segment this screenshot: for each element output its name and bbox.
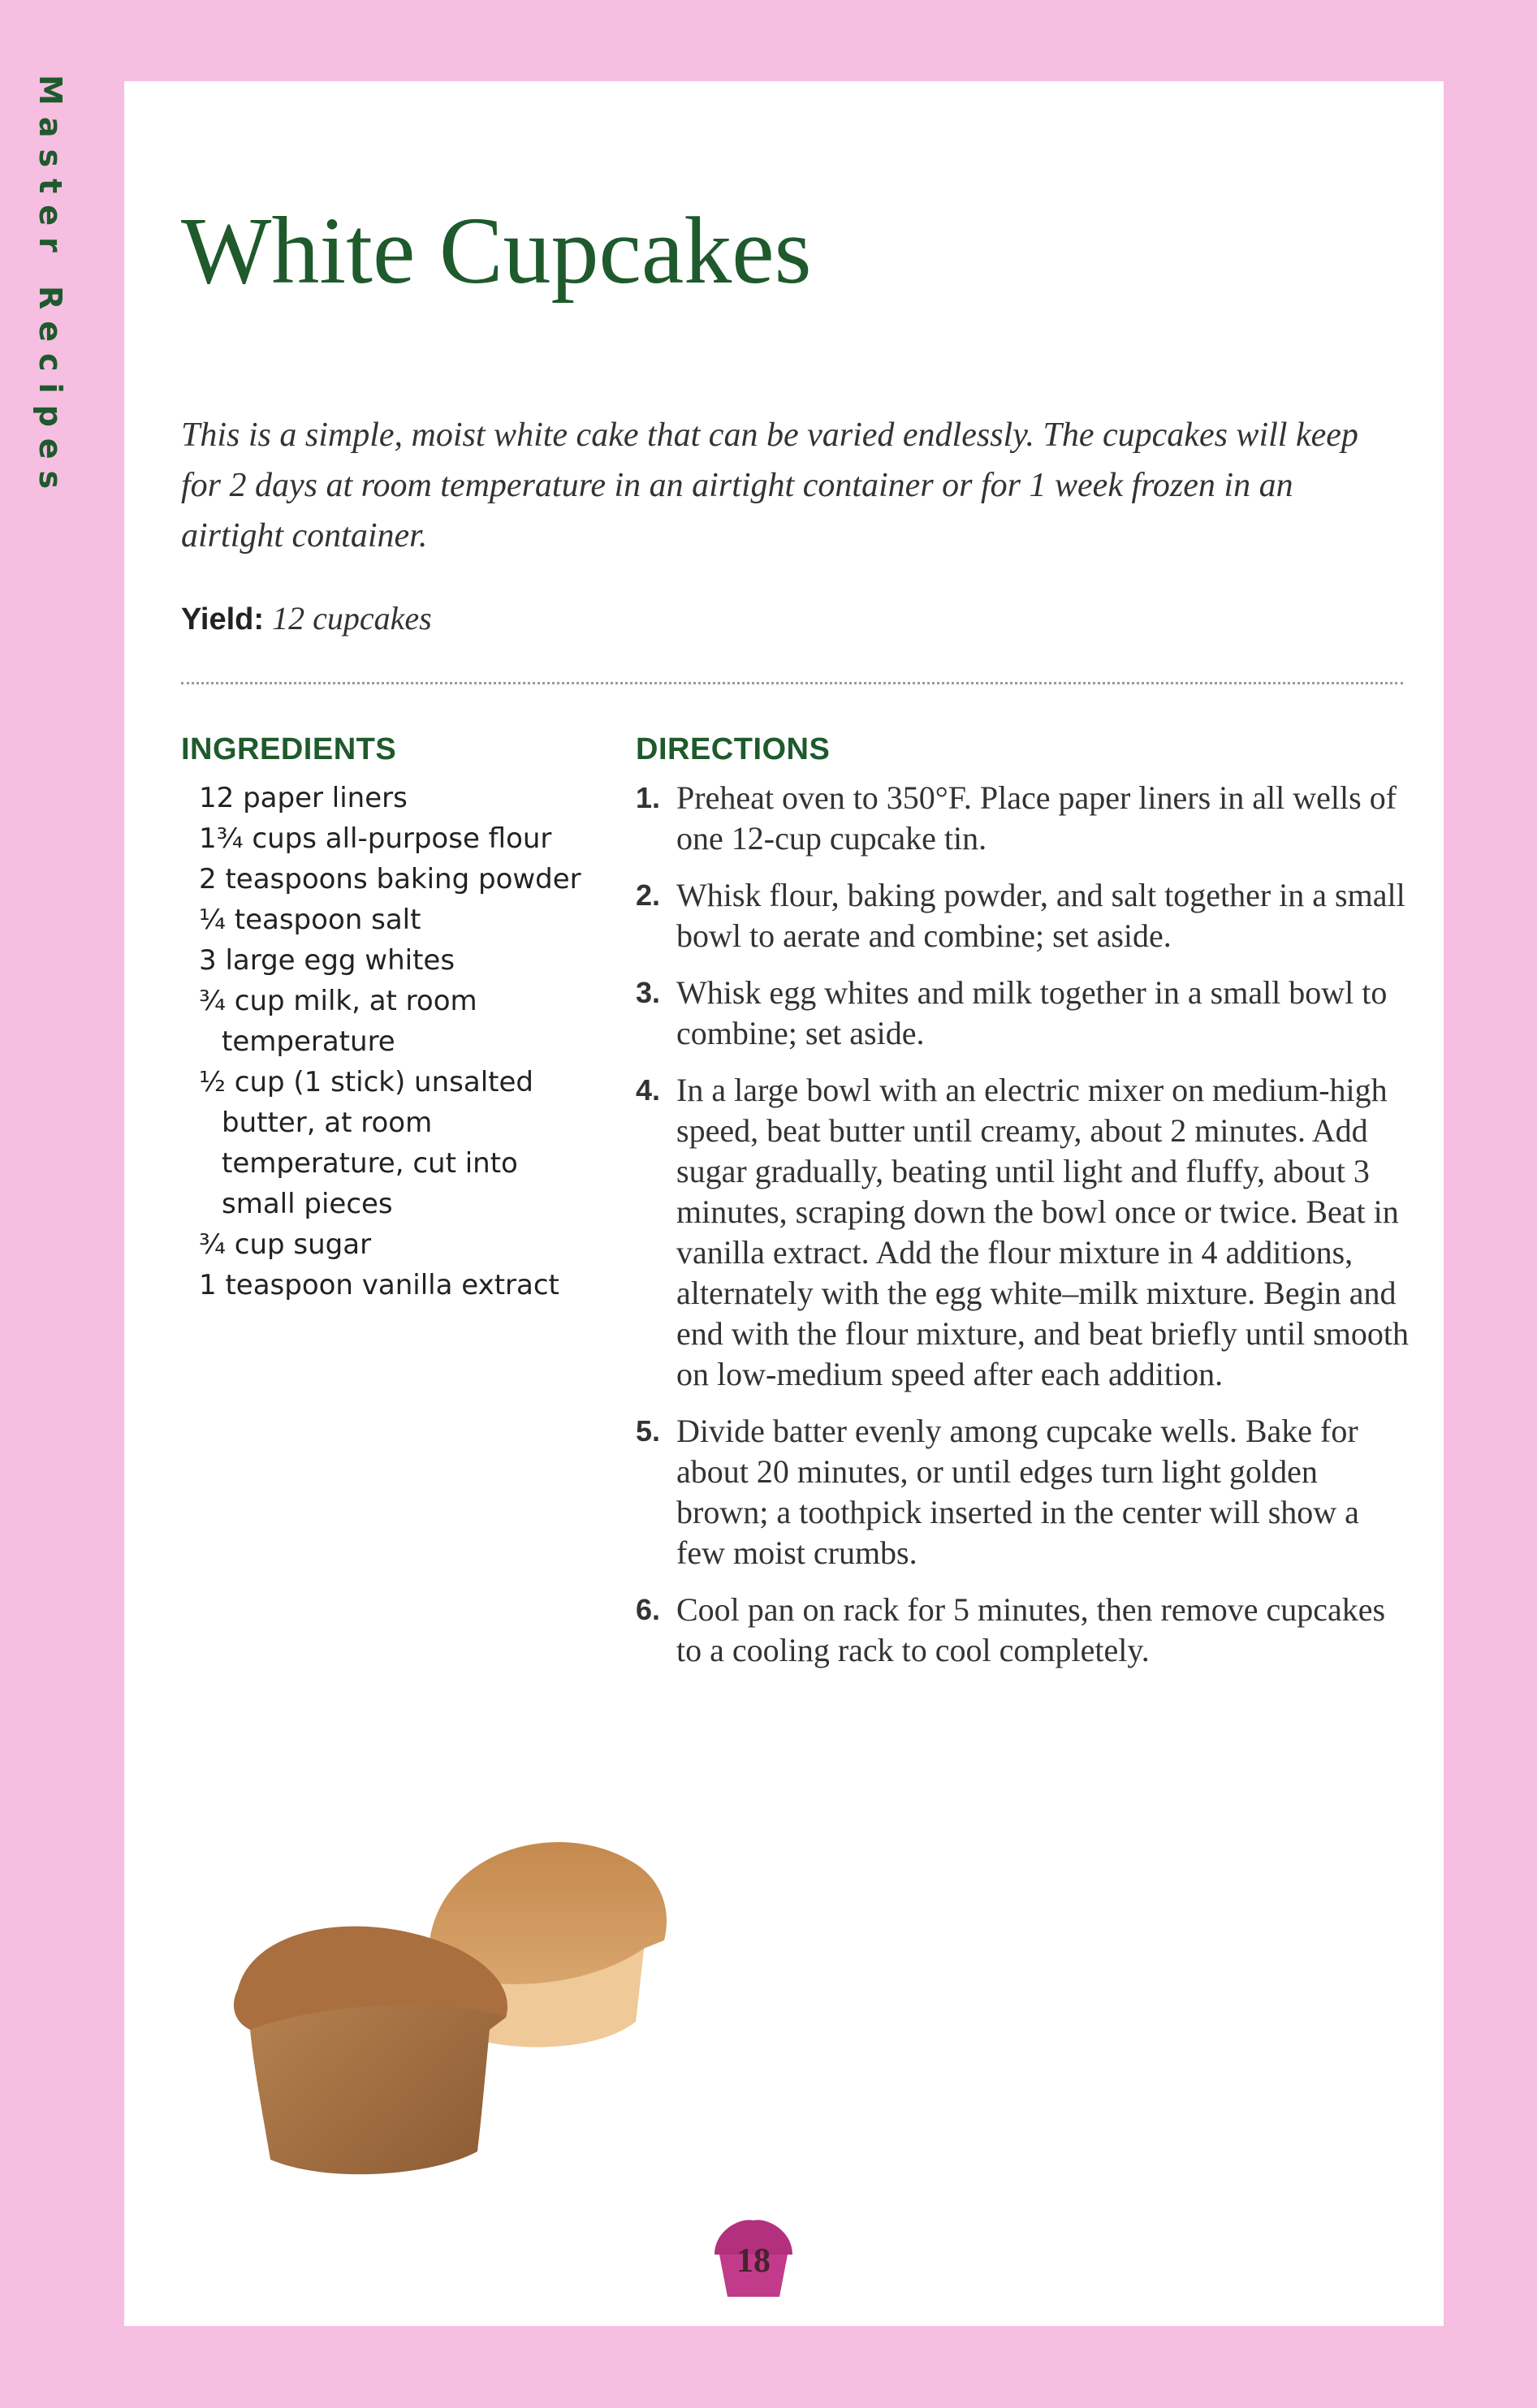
recipe-title: White Cupcakes: [181, 197, 812, 304]
ingredient-item: 3 large egg whites: [199, 944, 455, 977]
section-label: [34, 75, 67, 529]
recipe-intro: This is a simple, moist white cake that can be varied endlessly. The cupcakes will keep for 2 days at room temperature in an airtight container or for 1 week frozen in an airtight container.: [181, 416, 1358, 555]
step-number: 6.: [636, 1593, 661, 1626]
ingredient-item: 2 teaspoons baking powder: [199, 863, 581, 895]
direction-step: [636, 1590, 1415, 1671]
ingredients-list: [199, 778, 597, 1305]
ingredient-item: 1 teaspoon vanilla extract: [199, 1269, 559, 1301]
step-number: 4.: [636, 1073, 661, 1107]
step-text: Preheat oven to 350°F. Place paper liners in all wells of one 12-cup cupcake tin.: [676, 779, 1397, 857]
directions-list: [636, 778, 1415, 1687]
yield-label: Yield:: [181, 602, 265, 637]
section-label-text: Master Recipes: [32, 75, 68, 501]
step-text: In a large bowl with an electric mixer on medium-high speed, beat butter until creamy, about 2 minutes. Add sugar gradually, beating until light and fluffy, about 3 minutes, scraping down the bowl once or twice. Beat in vanilla extract. Add the flour mixture in 4 additions, alternately with the egg white–milk mixture. Begin and end with the flour mixture, and beat briefly until smooth on low-medium speed after each addition.: [676, 1072, 1410, 1392]
ingredients-heading: INGREDIENTS: [181, 732, 397, 766]
step-number: 3.: [636, 976, 661, 1009]
step-text: Whisk flour, baking powder, and salt together in a small bowl to aerate and combine; set aside.: [676, 877, 1405, 954]
recipe-yield: [181, 599, 432, 637]
step-number: 5.: [636, 1414, 661, 1448]
yield-value: 12 cupcakes: [272, 600, 432, 637]
ingredient-item: ½ cup (1 stick) unsalted butter, at room temperature, cut into small pieces: [199, 1066, 533, 1220]
direction-step: [636, 778, 1415, 859]
page-number: 18: [736, 2242, 771, 2280]
step-number: 1.: [636, 781, 661, 814]
step-number: 2.: [636, 878, 661, 912]
recipe-page: [124, 81, 1444, 2326]
direction-step: [636, 875, 1415, 956]
halved-cupcake: [234, 1927, 507, 2174]
step-text: Divide batter evenly among cupcake wells. Bake for about 20 minutes, or until edges turn light golden brown; a toothpick inserted in the center will show a few moist crumbs.: [676, 1413, 1359, 1571]
cupcakes-photo: [205, 1827, 709, 2208]
directions-heading: DIRECTIONS: [636, 732, 831, 766]
ingredient-item: ¼ teaspoon salt: [199, 904, 421, 936]
direction-step: [636, 1411, 1415, 1573]
page-number-badge: [703, 2212, 804, 2302]
step-text: Whisk egg whites and milk together in a small bowl to combine; set aside.: [676, 974, 1388, 1051]
dotted-divider: [181, 682, 1403, 684]
ingredient-item: ¾ cup sugar: [199, 1228, 372, 1261]
direction-step: [636, 1070, 1415, 1395]
ingredient-item: ¾ cup milk, at room temperature: [199, 985, 477, 1058]
direction-step: [636, 973, 1415, 1054]
step-text: Cool pan on rack for 5 minutes, then remove cupcakes to a cooling rack to cool completely.: [676, 1591, 1386, 1668]
ingredient-item: 1¾ cups all-purpose flour: [199, 822, 552, 855]
ingredient-item: 12 paper liners: [199, 782, 408, 814]
